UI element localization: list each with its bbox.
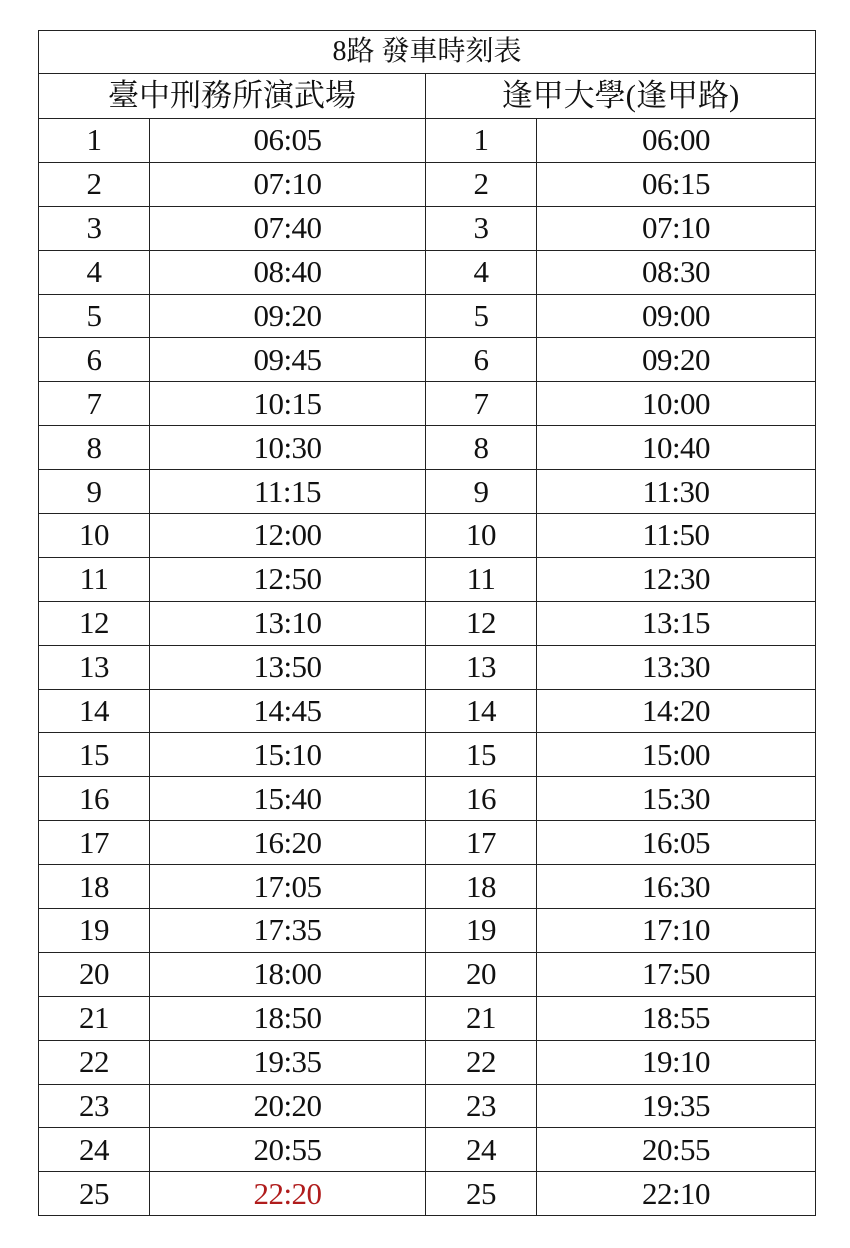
trip-number-left: 18 — [39, 865, 150, 909]
departure-time-left: 20:55 — [150, 1128, 426, 1172]
departure-time-left: 16:20 — [150, 821, 426, 865]
trip-number-left: 22 — [39, 1040, 150, 1084]
table-row — [39, 382, 816, 426]
trip-number-right: 9 — [426, 470, 537, 514]
trip-number-left: 2 — [39, 162, 150, 206]
departure-time-right: 22:10 — [537, 1172, 816, 1216]
trip-number-right: 15 — [426, 733, 537, 777]
departure-time-left: 07:40 — [150, 206, 426, 250]
departure-time-left: 10:30 — [150, 426, 426, 470]
departure-time-right: 19:35 — [537, 1084, 816, 1128]
departure-time-left: 07:10 — [150, 162, 426, 206]
departure-time-left: 14:45 — [150, 689, 426, 733]
trip-number-right: 5 — [426, 294, 537, 338]
table-row — [39, 909, 816, 953]
trip-number-right: 7 — [426, 382, 537, 426]
table-row — [39, 952, 816, 996]
departure-time-left: 15:40 — [150, 777, 426, 821]
trip-number-right: 24 — [426, 1128, 537, 1172]
trip-number-right: 21 — [426, 996, 537, 1040]
table-row — [39, 601, 816, 645]
departure-time-left: 09:45 — [150, 338, 426, 382]
departure-time-right: 11:50 — [537, 514, 816, 558]
timetable — [38, 30, 816, 1216]
departure-time-left: 09:20 — [150, 294, 426, 338]
trip-number-right: 3 — [426, 206, 537, 250]
departure-time-right: 14:20 — [537, 689, 816, 733]
trip-number-left: 20 — [39, 952, 150, 996]
trip-number-right: 13 — [426, 645, 537, 689]
table-row — [39, 865, 816, 909]
departure-time-left: 10:15 — [150, 382, 426, 426]
trip-number-right: 19 — [426, 909, 537, 953]
trip-number-left: 21 — [39, 996, 150, 1040]
table-row — [39, 821, 816, 865]
departure-time-left: 17:05 — [150, 865, 426, 909]
table-row — [39, 338, 816, 382]
trip-number-right: 1 — [426, 119, 537, 163]
table-row — [39, 689, 816, 733]
table-row — [39, 294, 816, 338]
trip-number-right: 10 — [426, 514, 537, 558]
table-row — [39, 1040, 816, 1084]
trip-number-right: 16 — [426, 777, 537, 821]
table-row — [39, 206, 816, 250]
trip-number-left: 23 — [39, 1084, 150, 1128]
departure-time-right: 16:05 — [537, 821, 816, 865]
trip-number-left: 1 — [39, 119, 150, 163]
departure-time-right: 06:15 — [537, 162, 816, 206]
departure-time-left: 12:00 — [150, 514, 426, 558]
departure-time-right: 08:30 — [537, 250, 816, 294]
trip-number-left: 3 — [39, 206, 150, 250]
departure-time-right: 06:00 — [537, 119, 816, 163]
departure-time-right: 19:10 — [537, 1040, 816, 1084]
trip-number-right: 14 — [426, 689, 537, 733]
departure-time-left: 19:35 — [150, 1040, 426, 1084]
departure-time-left: 18:00 — [150, 952, 426, 996]
trip-number-right: 20 — [426, 952, 537, 996]
departure-time-left: 08:40 — [150, 250, 426, 294]
stop-header-right: 逢甲大學(逢甲路) — [426, 74, 816, 119]
trip-number-left: 16 — [39, 777, 150, 821]
table-row — [39, 645, 816, 689]
trip-number-left: 25 — [39, 1172, 150, 1216]
table-row — [39, 777, 816, 821]
trip-number-right: 8 — [426, 426, 537, 470]
departure-time-right: 17:10 — [537, 909, 816, 953]
trip-number-left: 11 — [39, 557, 150, 601]
trip-number-left: 19 — [39, 909, 150, 953]
departure-time-left: 15:10 — [150, 733, 426, 777]
table-row — [39, 733, 816, 777]
departure-time-right: 13:30 — [537, 645, 816, 689]
trip-number-right: 11 — [426, 557, 537, 601]
trip-number-left: 10 — [39, 514, 150, 558]
departure-time-right: 11:30 — [537, 470, 816, 514]
departure-time-right: 10:00 — [537, 382, 816, 426]
departure-time-left: 06:05 — [150, 119, 426, 163]
table-row — [39, 470, 816, 514]
timetable-title: 8路 發車時刻表 — [39, 31, 816, 74]
table-row — [39, 514, 816, 558]
departure-time-right: 15:30 — [537, 777, 816, 821]
table-row — [39, 1128, 816, 1172]
departure-time-right: 16:30 — [537, 865, 816, 909]
trip-number-left: 7 — [39, 382, 150, 426]
trip-number-left: 6 — [39, 338, 150, 382]
trip-number-right: 4 — [426, 250, 537, 294]
trip-number-left: 5 — [39, 294, 150, 338]
departure-time-right: 09:20 — [537, 338, 816, 382]
departure-time-left: 11:15 — [150, 470, 426, 514]
trip-number-right: 22 — [426, 1040, 537, 1084]
trip-number-right: 6 — [426, 338, 537, 382]
title-row — [39, 31, 816, 74]
trip-number-left: 14 — [39, 689, 150, 733]
table-row — [39, 996, 816, 1040]
departure-time-left: 12:50 — [150, 557, 426, 601]
table-row — [39, 426, 816, 470]
trip-number-left: 8 — [39, 426, 150, 470]
trip-number-left: 9 — [39, 470, 150, 514]
departure-time-left: 13:10 — [150, 601, 426, 645]
table-row — [39, 250, 816, 294]
departure-time-left: 22:20 — [150, 1172, 426, 1216]
departure-time-right: 12:30 — [537, 557, 816, 601]
trip-number-left: 15 — [39, 733, 150, 777]
trip-number-right: 23 — [426, 1084, 537, 1128]
table-row — [39, 119, 816, 163]
departure-time-left: 13:50 — [150, 645, 426, 689]
departure-time-left: 18:50 — [150, 996, 426, 1040]
departure-time-right: 10:40 — [537, 426, 816, 470]
departure-time-right: 18:55 — [537, 996, 816, 1040]
departure-time-right: 09:00 — [537, 294, 816, 338]
trip-number-left: 4 — [39, 250, 150, 294]
table-row — [39, 557, 816, 601]
departure-time-left: 17:35 — [150, 909, 426, 953]
trip-number-left: 17 — [39, 821, 150, 865]
departure-time-right: 07:10 — [537, 206, 816, 250]
trip-number-right: 18 — [426, 865, 537, 909]
timetable-sheet — [38, 30, 815, 1220]
departure-time-right: 20:55 — [537, 1128, 816, 1172]
table-row — [39, 1084, 816, 1128]
trip-number-left: 13 — [39, 645, 150, 689]
trip-number-left: 24 — [39, 1128, 150, 1172]
trip-number-right: 25 — [426, 1172, 537, 1216]
trip-number-left: 12 — [39, 601, 150, 645]
stop-header-left: 臺中刑務所演武場 — [39, 74, 426, 119]
table-row — [39, 162, 816, 206]
trip-number-right: 2 — [426, 162, 537, 206]
header-row — [39, 74, 816, 119]
departure-time-right: 13:15 — [537, 601, 816, 645]
departure-time-left: 20:20 — [150, 1084, 426, 1128]
departure-time-right: 17:50 — [537, 952, 816, 996]
trip-number-right: 12 — [426, 601, 537, 645]
trip-number-right: 17 — [426, 821, 537, 865]
departure-time-right: 15:00 — [537, 733, 816, 777]
table-row — [39, 1172, 816, 1216]
